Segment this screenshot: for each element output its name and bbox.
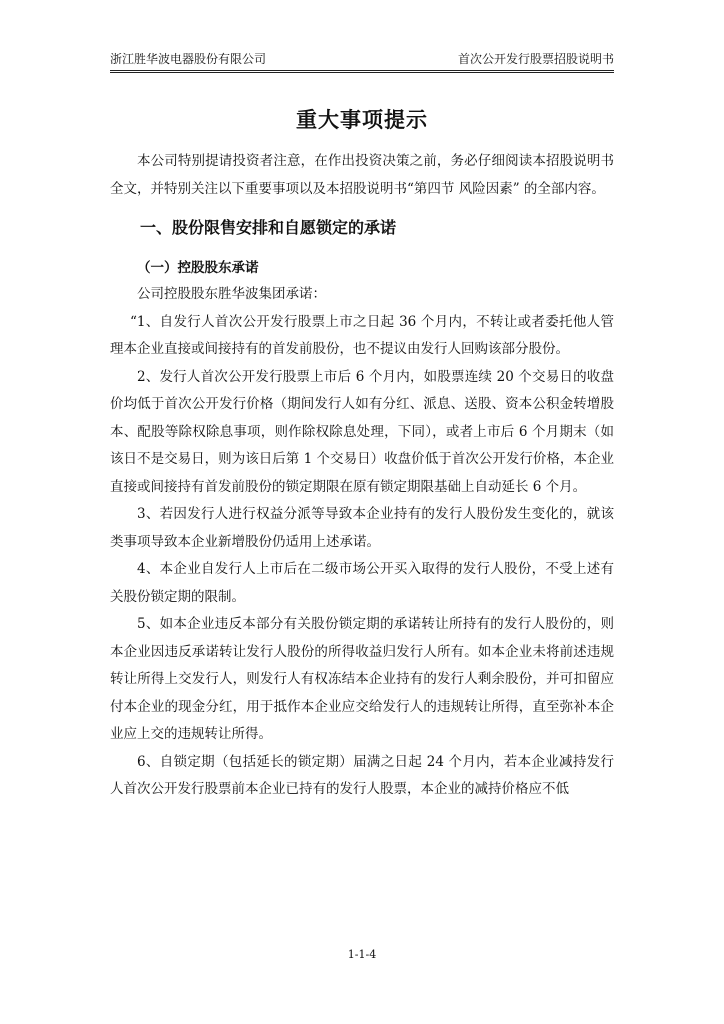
header-document-name: 首次公开发行股票招股说明书 — [457, 52, 614, 66]
commitment-item-1: “1、自发行人首次公开发行股票上市之日起 36 个月内，不转让或者委托他人管理本企业直接或间接持有的首发前股份，也不提议由发行人回购该部分股份。 — [110, 313, 614, 357]
commitment-item-3: 3、若因发行人进行权益分派等导致本企业持有的发行人股份发生变化的，就该类事项导致本企业新增股份仍适用上述承诺。 — [110, 506, 614, 550]
subsection-heading: （一）控股股东承诺 — [137, 260, 259, 276]
commitment-item-2: 2、发行人首次公开发行股票上市后 6 个月内，如股票连续 20 个交易日的收盘价均低于首次公开发行价格（期间发行人如有分红、派息、送股、资本公积金转增股本、配股等除权除息事项，则作除权除息处理，下同），或者上市后 6 个月期末（如该日不是交易日，则为该日后第 1 个交易日）收盘价低于首次公开发行价格，本企业直接或间接持有首发前股份的锁定期限在原有锁定期限基础上自动延长 6 个月。 — [110, 368, 614, 495]
header-company-name: 浙江胜华波电器股份有限公司 — [110, 52, 267, 66]
page-content — [110, 148, 614, 804]
commitment-item-5: 5、如本企业违反本部分有关股份锁定期的承诺转让所持有的发行人股份的，则本企业因违反承诺转让发行人股份的所得收益归发行人所有。如本企业未将前述违规转让所得上交发行人，则发行人有权冻结本企业持有的发行人剩余股份，并可扣留应付本企业的现金分红，用于抵作本企业应交给发行人的违规转让所得，直至弥补本企业应上交的违规转让所得。 — [110, 616, 614, 742]
page-header — [110, 50, 614, 71]
subsection-lead: 公司控股股东胜华波集团承诺： — [137, 286, 326, 302]
section-heading: 一、股份限售安排和自愿锁定的承诺 — [140, 218, 397, 237]
intro-paragraph: 本公司特别提请投资者注意，在作出投资决策之前，务必仔细阅读本招股说明书全文，并特别关注以下重要事项以及本招股说明书“第四节 风险因素” 的全部内容。 — [110, 153, 614, 197]
header-rule — [110, 72, 614, 73]
page-title: 重大事项提示 — [296, 108, 428, 132]
commitment-item-4: 4、本企业自发行人上市后在二级市场公开买入取得的发行人股份，不受上述有关股份锁定期的限制。 — [110, 561, 614, 605]
page-number: 1-1-4 — [347, 948, 377, 961]
commitment-item-6: 6、自锁定期（包括延长的锁定期）届满之日起 24 个月内，若本企业减持发行人首次公开发行股票前本企业已持有的发行人股票，本企业的减持价格应不低 — [110, 753, 614, 797]
